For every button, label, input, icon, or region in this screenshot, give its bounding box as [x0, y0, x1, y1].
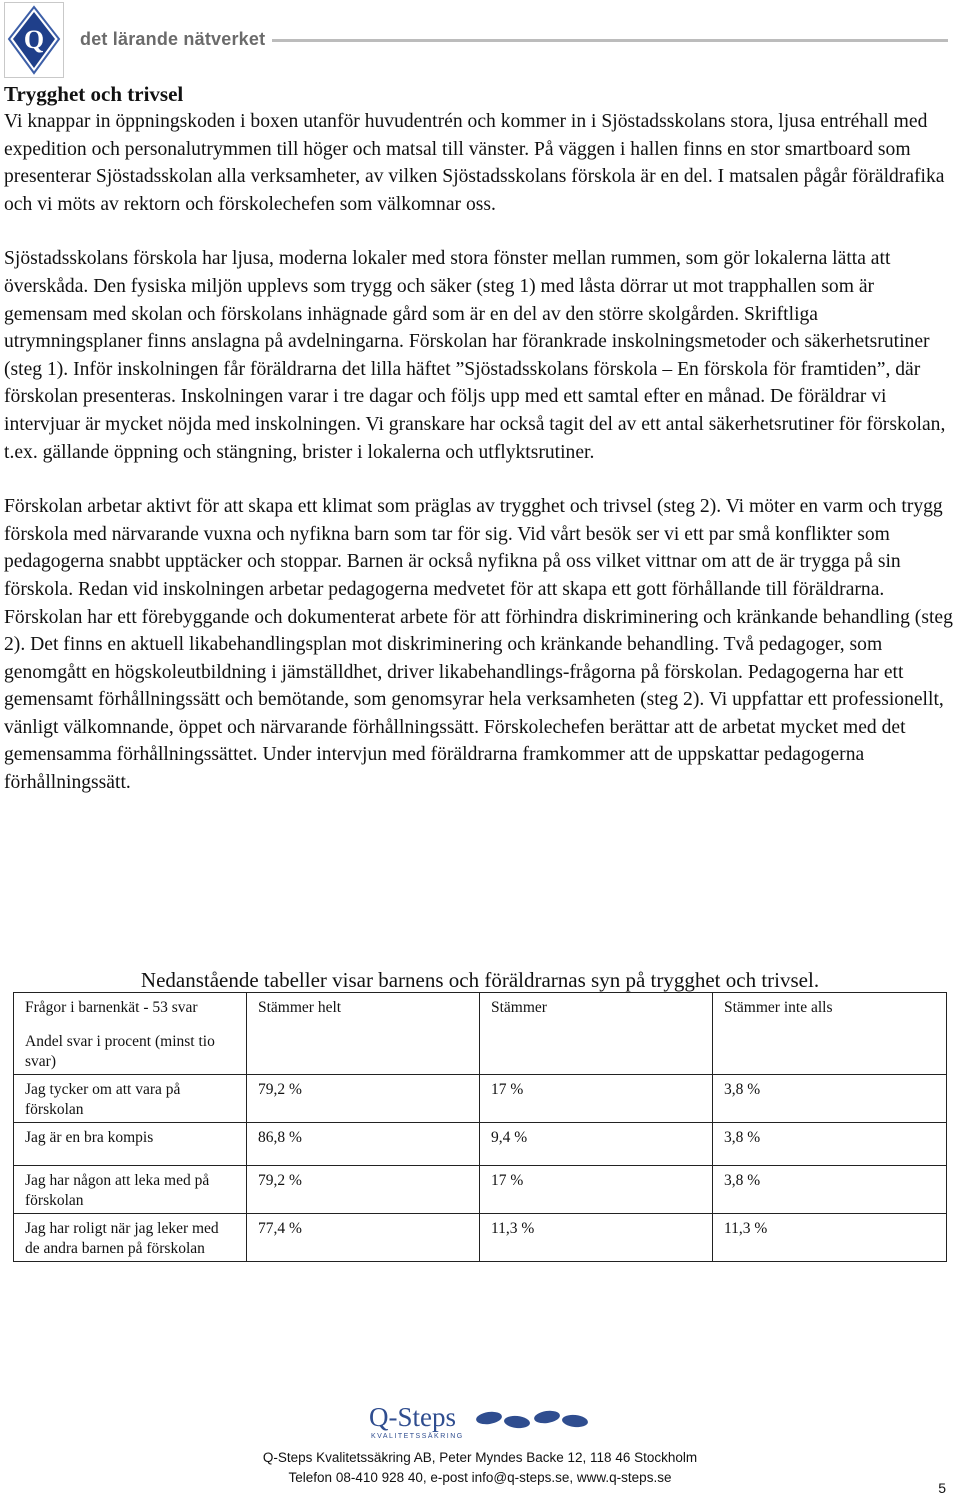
table-note-row: [14, 1020, 947, 1075]
value-cell: 79,2 %: [247, 1075, 480, 1123]
paragraph: Sjöstadsskolans förskola har ljusa, moderna lokaler med stora fönster mellan rummen, som gör lokalerna lätta att överskåda. Den fysiska miljön upplevs som trygg och säker (steg 1) med låsta dörrar ut mot trapphallen som är gemensam med skolan och förskolans inhägnade gård som är en del av den större skolgården. Skriftliga utrymningsplaner finns anslagna på avdelningarna. Förskolan har förankrade inskolningsmetoder och säkerhetsrutiner (steg 1). Inför inskolningen får föräldrarna det lilla häftet ”Sjöstadsskolans förskola – En förskola för framtiden”, där förskolan presenteras. Inskolningen varar i tre dagar och följs upp med ett samtal efter en månad. De föräldrar vi intervjuar är mycket nöjda med inskolningen. Vi granskare har också tagit del av ett antal säkerhetsrutiner för förskolan, t.ex. gällande öppning och stängning, brister i lokalerna och utflyktsrutiner.: [4, 248, 946, 463]
value-cell: 17 %: [480, 1166, 713, 1214]
page-header: [0, 0, 960, 80]
footprints-logo-icon: [367, 1400, 597, 1440]
value-cell: 11,3 %: [713, 1214, 947, 1262]
svg-text:KVALITETSSÄKRING: KVALITETSSÄKRING: [371, 1433, 464, 1440]
table-header-row: [14, 993, 947, 1021]
organization-logo: [4, 2, 64, 78]
paragraph: Förskolan arbetar aktivt för att skapa ett klimat som präglas av trygghet och trivsel (steg 2). Vi möter en varm och trygg förskola med närvarande vuxna och nyfikna barn som tar för sig. Vid vårt besök ser vi ett par små konflikter som pedagogerna snabbt upptäcker och stoppar. Barnen är också nyfikna på oss vilket vittnar om att de är trygga på sin förskola. Redan vid inskolningen arbetar pedagogerna medvetet för att skapa ett gott förhållande till föräldrarna. Förskolan har ett förebyggande och dokumenterat arbete för att förhindra diskriminering och kränkande behandling (steg 2). Det finns en aktuell likabehandlingsplan mot diskriminering och kränkande behandling. Två pedagoger, som genomgått en högskoleutbildning i jämställdhet, driver likabehandlings-frågorna på förskolan. Pedagogerna har ett gemensamt förhållningssätt och bemötande, som genomsyrar hela verksamheten (steg 2). Vi uppfattar ett professionellt, vänligt välkomnande, öppet och närvarande förhållningssätt. Förskolechefen berättar att de arbetat mycket med det gemensamma förhållningssättet. Under intervjun med föräldrarna framkommer att de uppskattar pedagogerna förhållningssätt.: [4, 496, 953, 794]
survey-table: [13, 992, 947, 1262]
value-cell: 79,2 %: [247, 1166, 480, 1214]
footer-address: Q-Steps Kvalitetssäkring AB, Peter Myndes Backe 12, 118 46 Stockholm: [262, 1450, 698, 1465]
value-cell: 3,8 %: [713, 1075, 947, 1123]
q-steps-logo: [367, 1400, 597, 1440]
value-cell: 3,8 %: [713, 1166, 947, 1214]
question-cell: Jag är en bra kompis: [14, 1123, 247, 1166]
q-diamond-logo-icon: [5, 3, 63, 77]
header-cell: Stämmer helt: [247, 993, 480, 1021]
page-number: 5: [938, 1480, 946, 1496]
svg-text:Q-Steps: Q-Steps: [369, 1402, 456, 1432]
header-cell: Stämmer: [480, 993, 713, 1021]
value-cell: 3,8 %: [713, 1123, 947, 1166]
value-cell: 86,8 %: [247, 1123, 480, 1166]
paragraph: Vi knappar in öppningskoden i boxen utanför huvudentrén och kommer in i Sjöstadsskolans stora, ljusa entréhall med expedition och personalutrymmen till höger och matsal till vänster. På väggen i hallen finns en stor smartboard som presenterar Sjöstadsskolan alla verksamheter, av vilken Sjöstadsskolans förskola är en del. I matsalen pågår föräldrafika och vi möts av rektorn och förskolechefen som välkomnar oss.: [4, 111, 945, 215]
header-cell: Frågor i barnenkät - 53 svar: [14, 993, 247, 1021]
question-cell: Jag tycker om att vara på förskolan: [14, 1075, 247, 1123]
footer-contact: Telefon 08-410 928 40, e-post info@q-steps.se, www.q-steps.se: [288, 1470, 672, 1485]
table-note: Andel svar i procent (minst tio svar): [14, 1020, 247, 1075]
svg-text:Q: Q: [23, 25, 45, 54]
question-cell: Jag har roligt när jag leker med de andra barnen på förskolan: [14, 1214, 247, 1262]
header-cell: Stämmer inte alls: [713, 993, 947, 1021]
header-divider: [272, 39, 948, 42]
table-row: [14, 1075, 947, 1123]
table-row: [14, 1166, 947, 1214]
table-caption: Nedanstående tabeller visar barnens och föräldrarnas syn på trygghet och trivsel.: [140, 968, 820, 992]
value-cell: 11,3 %: [480, 1214, 713, 1262]
section-title: Trygghet och trivsel: [4, 82, 184, 106]
value-cell: 77,4 %: [247, 1214, 480, 1262]
main-content: [4, 80, 956, 797]
table-row: [14, 1214, 947, 1262]
value-cell: 9,4 %: [480, 1123, 713, 1166]
brand-name: det lärande nätverket: [80, 29, 266, 49]
table-row: [14, 1123, 947, 1166]
question-cell: Jag har någon att leka med på förskolan: [14, 1166, 247, 1214]
value-cell: 17 %: [480, 1075, 713, 1123]
